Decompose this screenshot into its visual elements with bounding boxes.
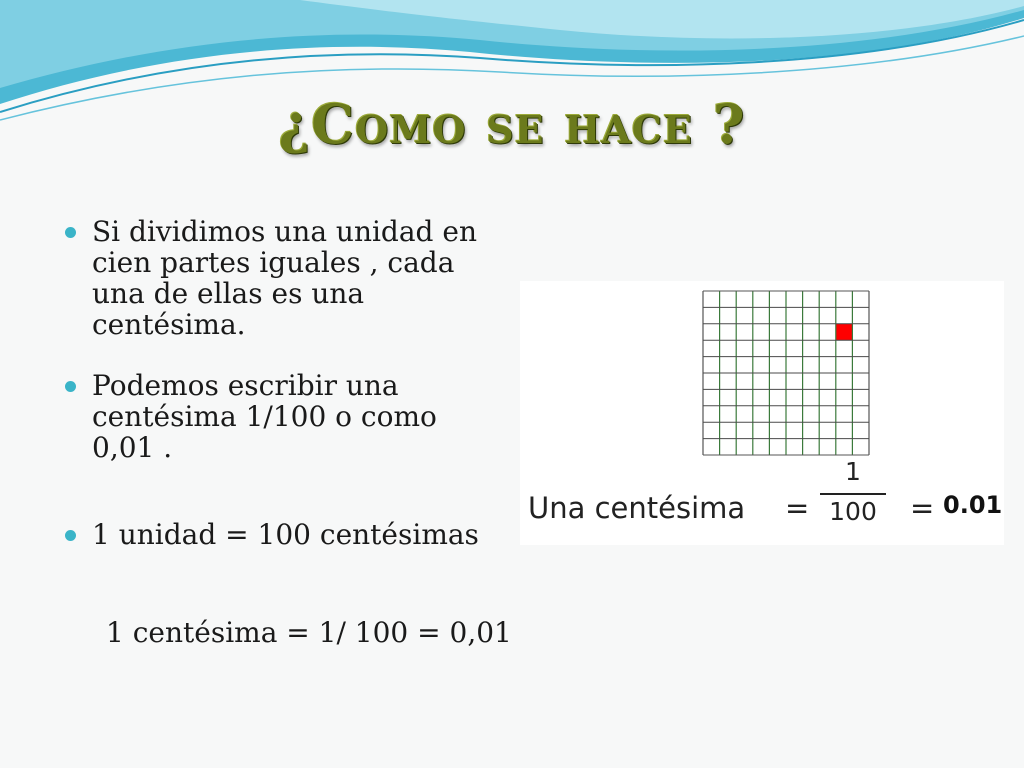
bullet-text: 1 unidad = 100 centésimas bbox=[92, 518, 479, 551]
figure-label: Una centésima bbox=[528, 491, 746, 525]
equals-sign: = bbox=[785, 491, 810, 525]
fraction-denominator: 100 bbox=[829, 497, 877, 526]
bullet-dot-icon bbox=[65, 381, 76, 392]
slide-title: ¿Como se hace ? bbox=[278, 92, 746, 156]
bullet-text: Podemos escribir una centésima 1/100 o como 0,01 . bbox=[92, 369, 437, 464]
hundredths-figure bbox=[520, 281, 1004, 545]
bullet-dot-icon bbox=[65, 227, 76, 238]
highlighted-cell bbox=[836, 324, 853, 340]
equals-sign: = bbox=[910, 491, 935, 525]
bullet-list bbox=[62, 216, 502, 554]
bullet-dot-icon bbox=[65, 530, 76, 541]
fraction bbox=[820, 457, 886, 526]
bullet-text: Si dividimos una unidad en cien partes iguales , cada una de ellas es una centésima. bbox=[92, 215, 477, 341]
decimal-result: 0.01 bbox=[943, 491, 1003, 519]
fraction-numerator: 1 bbox=[845, 457, 861, 486]
bullet-item bbox=[62, 370, 502, 463]
equation-line: 1 centésima = 1/ 100 = 0,01 bbox=[106, 616, 512, 649]
hundred-grid bbox=[702, 290, 870, 456]
bullet-item bbox=[62, 519, 502, 550]
bullet-item bbox=[62, 216, 502, 340]
fraction-bar bbox=[820, 493, 886, 495]
